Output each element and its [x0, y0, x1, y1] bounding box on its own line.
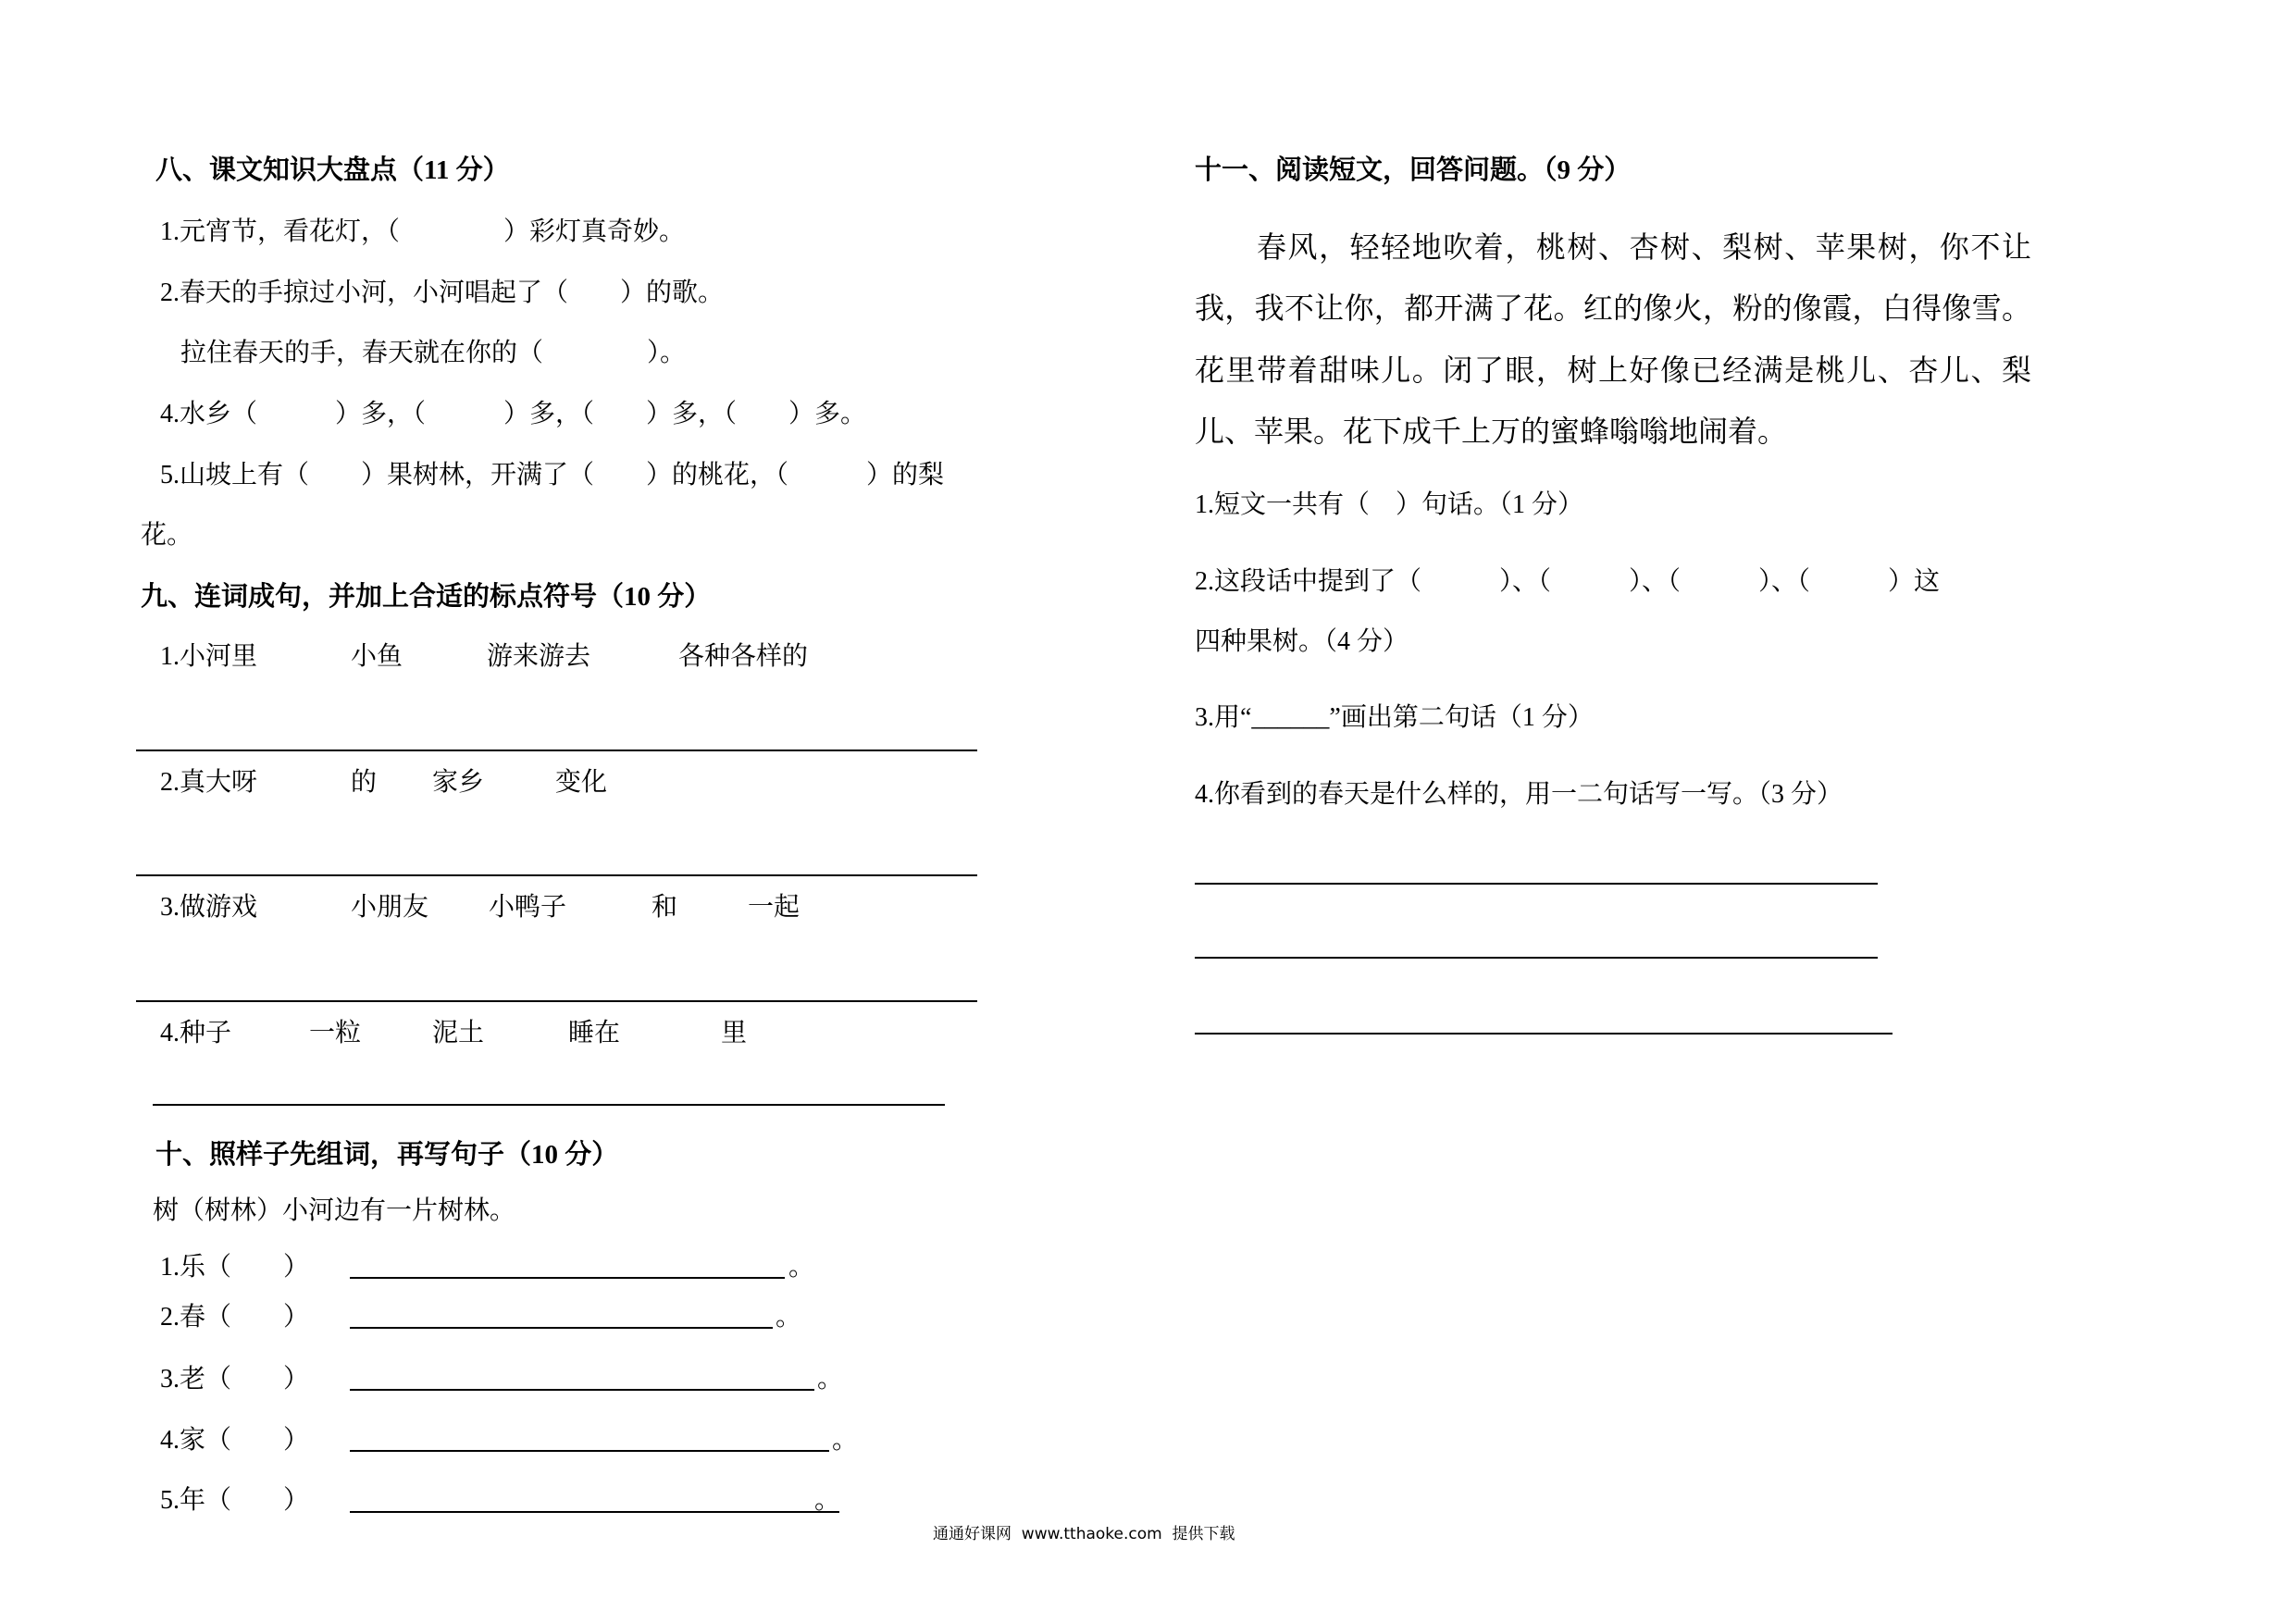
passage-line-4: 儿、苹果。花下成千上万的蜜蜂嗡嗡地闹着。	[1195, 415, 1788, 448]
item-label: 4.家（ ）	[160, 1426, 310, 1455]
answer-line	[350, 1277, 785, 1279]
answer-line	[350, 1450, 829, 1452]
section-8-line-1: 1.元宵节，看花灯，（ ）彩灯真奇妙。	[160, 217, 686, 246]
word: 和	[652, 893, 678, 922]
question-4: 4.你看到的春天是什么样的，用一二句话写一写。（3 分）	[1195, 780, 1843, 809]
item-label: 2.春（ ）	[160, 1303, 310, 1332]
word: 3.做游戏	[160, 893, 258, 922]
passage-line-1: 春风，轻轻地吹着，桃树、杏树、梨树、苹果树，你不让	[1257, 230, 2031, 264]
word: 1.小河里	[160, 642, 258, 671]
section-9-title: 九、连词成句，并加上合适的标点符号（10 分）	[141, 582, 712, 612]
answer-line	[350, 1511, 839, 1513]
question-2-line-2: 四种果树。（4 分）	[1195, 627, 1409, 656]
word: 2.真大呀	[160, 768, 258, 797]
section-8-line-3: 拉住春天的手，春天就在你的（ ）。	[180, 339, 687, 367]
section-11-title: 十一、阅读短文，回答问题。（9 分）	[1195, 155, 1632, 185]
word: 里	[721, 1019, 748, 1047]
section-8-line-5: 5.山坡上有（ ）果树林，开满了（ ）的桃花，（ ）的梨	[160, 461, 945, 489]
word: 睡在	[568, 1019, 621, 1047]
word: 各种各样的	[678, 642, 809, 671]
answer-line	[153, 1104, 945, 1106]
word: 小朋友	[351, 893, 429, 922]
word: 一起	[748, 893, 800, 922]
item-label: 1.乐（ ）	[160, 1253, 310, 1282]
word: 家乡	[432, 768, 485, 797]
item-end-punct: 。	[832, 1426, 859, 1455]
item-end-punct: 。	[814, 1486, 841, 1515]
section-8-line-6: 花。	[141, 521, 193, 550]
word: 变化	[555, 768, 608, 797]
item-end-punct: 。	[776, 1303, 802, 1332]
item-end-punct: 。	[817, 1365, 844, 1394]
question-3: 3.用“______”画出第二句话（1 分）	[1195, 703, 1594, 732]
answer-line	[1195, 883, 1878, 885]
section-10-title: 十、照样子先组词，再写句子（10 分）	[155, 1140, 619, 1170]
passage-line-3: 花里带着甜味儿。闭了眼，树上好像已经满是桃儿、杏儿、梨	[1195, 353, 2031, 387]
answer-line	[350, 1327, 773, 1329]
word: 4.种子	[160, 1019, 232, 1047]
answer-line	[136, 874, 977, 876]
answer-line	[136, 1000, 977, 1002]
answer-line	[136, 750, 977, 751]
answer-line	[1195, 957, 1878, 959]
word: 游来游去	[487, 642, 591, 671]
footer-source: 通通好课网 www.tthaoke.com 提供下载	[933, 1525, 1235, 1543]
section-8-line-4: 4.水乡（ ）多，（ ）多，（ ）多，（ ）多。	[160, 400, 867, 428]
word: 一粒	[309, 1019, 362, 1047]
section-8-line-2: 2.春天的手掠过小河，小河唱起了（ ）的歌。	[160, 279, 725, 307]
section-8-title: 八、课文知识大盘点（11 分）	[155, 155, 510, 185]
word: 小鱼	[351, 642, 403, 671]
word: 泥土	[432, 1019, 485, 1047]
item-end-punct: 。	[788, 1253, 815, 1282]
item-label: 5.年（ ）	[160, 1486, 310, 1515]
answer-line	[350, 1389, 814, 1391]
item-label: 3.老（ ）	[160, 1365, 310, 1394]
answer-line	[1195, 1033, 1893, 1035]
word: 小鸭子	[489, 893, 567, 922]
word: 的	[351, 768, 378, 797]
passage-line-2: 我，我不让你，都开满了花。红的像火，粉的像霞，白得像雪。	[1195, 291, 2031, 325]
example-sentence: 树（树林）小河边有一片树林。	[153, 1196, 516, 1225]
question-2-line-1: 2.这段话中提到了（ ）、（ ）、（ ）、（ ）这	[1195, 567, 1941, 596]
question-1: 1.短文一共有（ ）句话。（1 分）	[1195, 490, 1584, 519]
